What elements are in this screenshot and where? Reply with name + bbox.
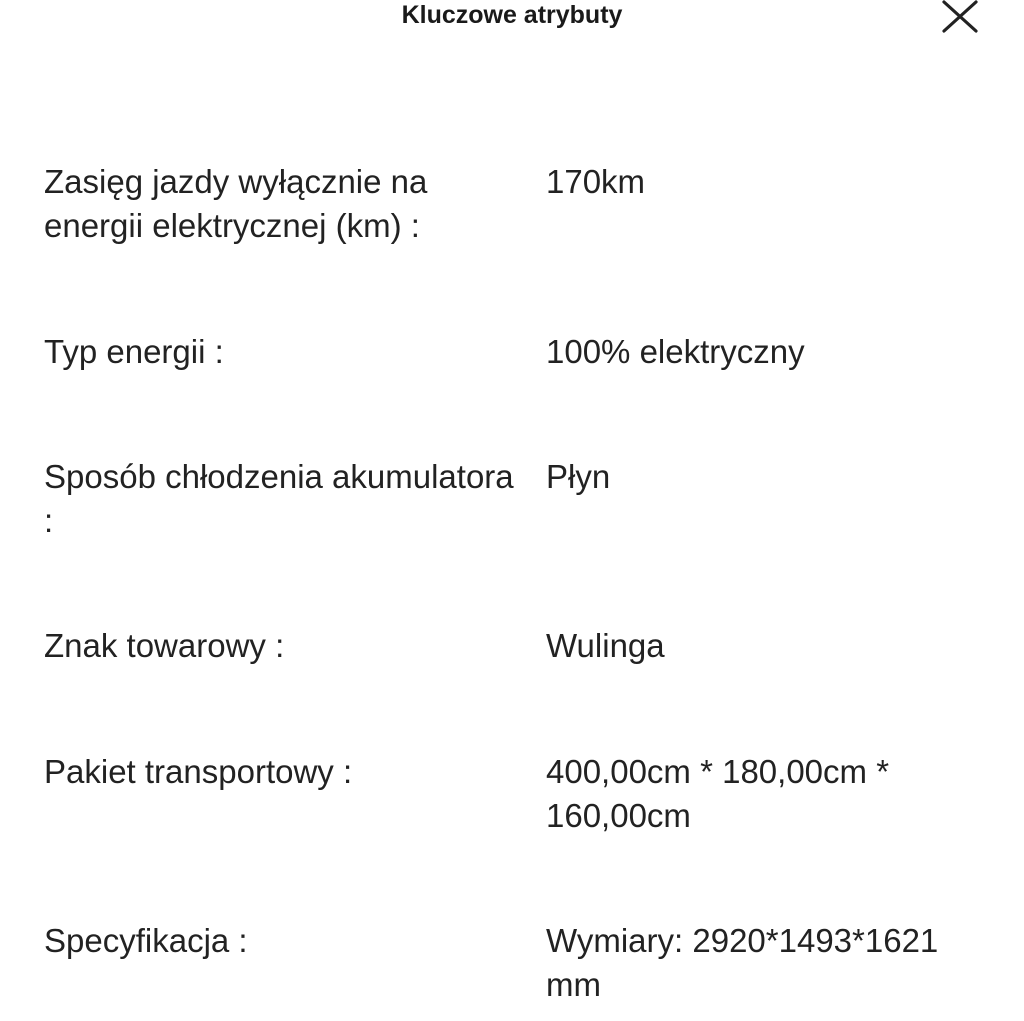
- attribute-label: Specyfikacja :: [44, 922, 248, 959]
- attribute-label: Pakiet transportowy :: [44, 753, 353, 790]
- attribute-value: Wymiary: 2920*1493*1621 mm: [546, 922, 939, 1003]
- attribute-label: Znak towarowy :: [44, 627, 285, 664]
- attribute-value: Płyn: [546, 458, 611, 495]
- attribute-label: Zasięg jazdy wyłącznie na energii elektrycznej (km) :: [44, 163, 428, 244]
- attribute-label: Typ energii :: [44, 333, 224, 370]
- attribute-label: Sposób chłodzenia akumulatora :: [44, 458, 514, 539]
- close-icon[interactable]: [938, 0, 982, 36]
- modal-title: Kluczowe atrybuty: [401, 1, 623, 29]
- attribute-value: 170km: [546, 163, 646, 200]
- attribute-value: 400,00cm * 180,00cm * 160,00cm: [546, 753, 890, 834]
- modal-header: [0, 0, 1024, 40]
- attribute-value: Wulinga: [546, 627, 665, 664]
- close-button[interactable]: [938, 0, 982, 36]
- attribute-value: 100% elektryczny: [546, 333, 805, 370]
